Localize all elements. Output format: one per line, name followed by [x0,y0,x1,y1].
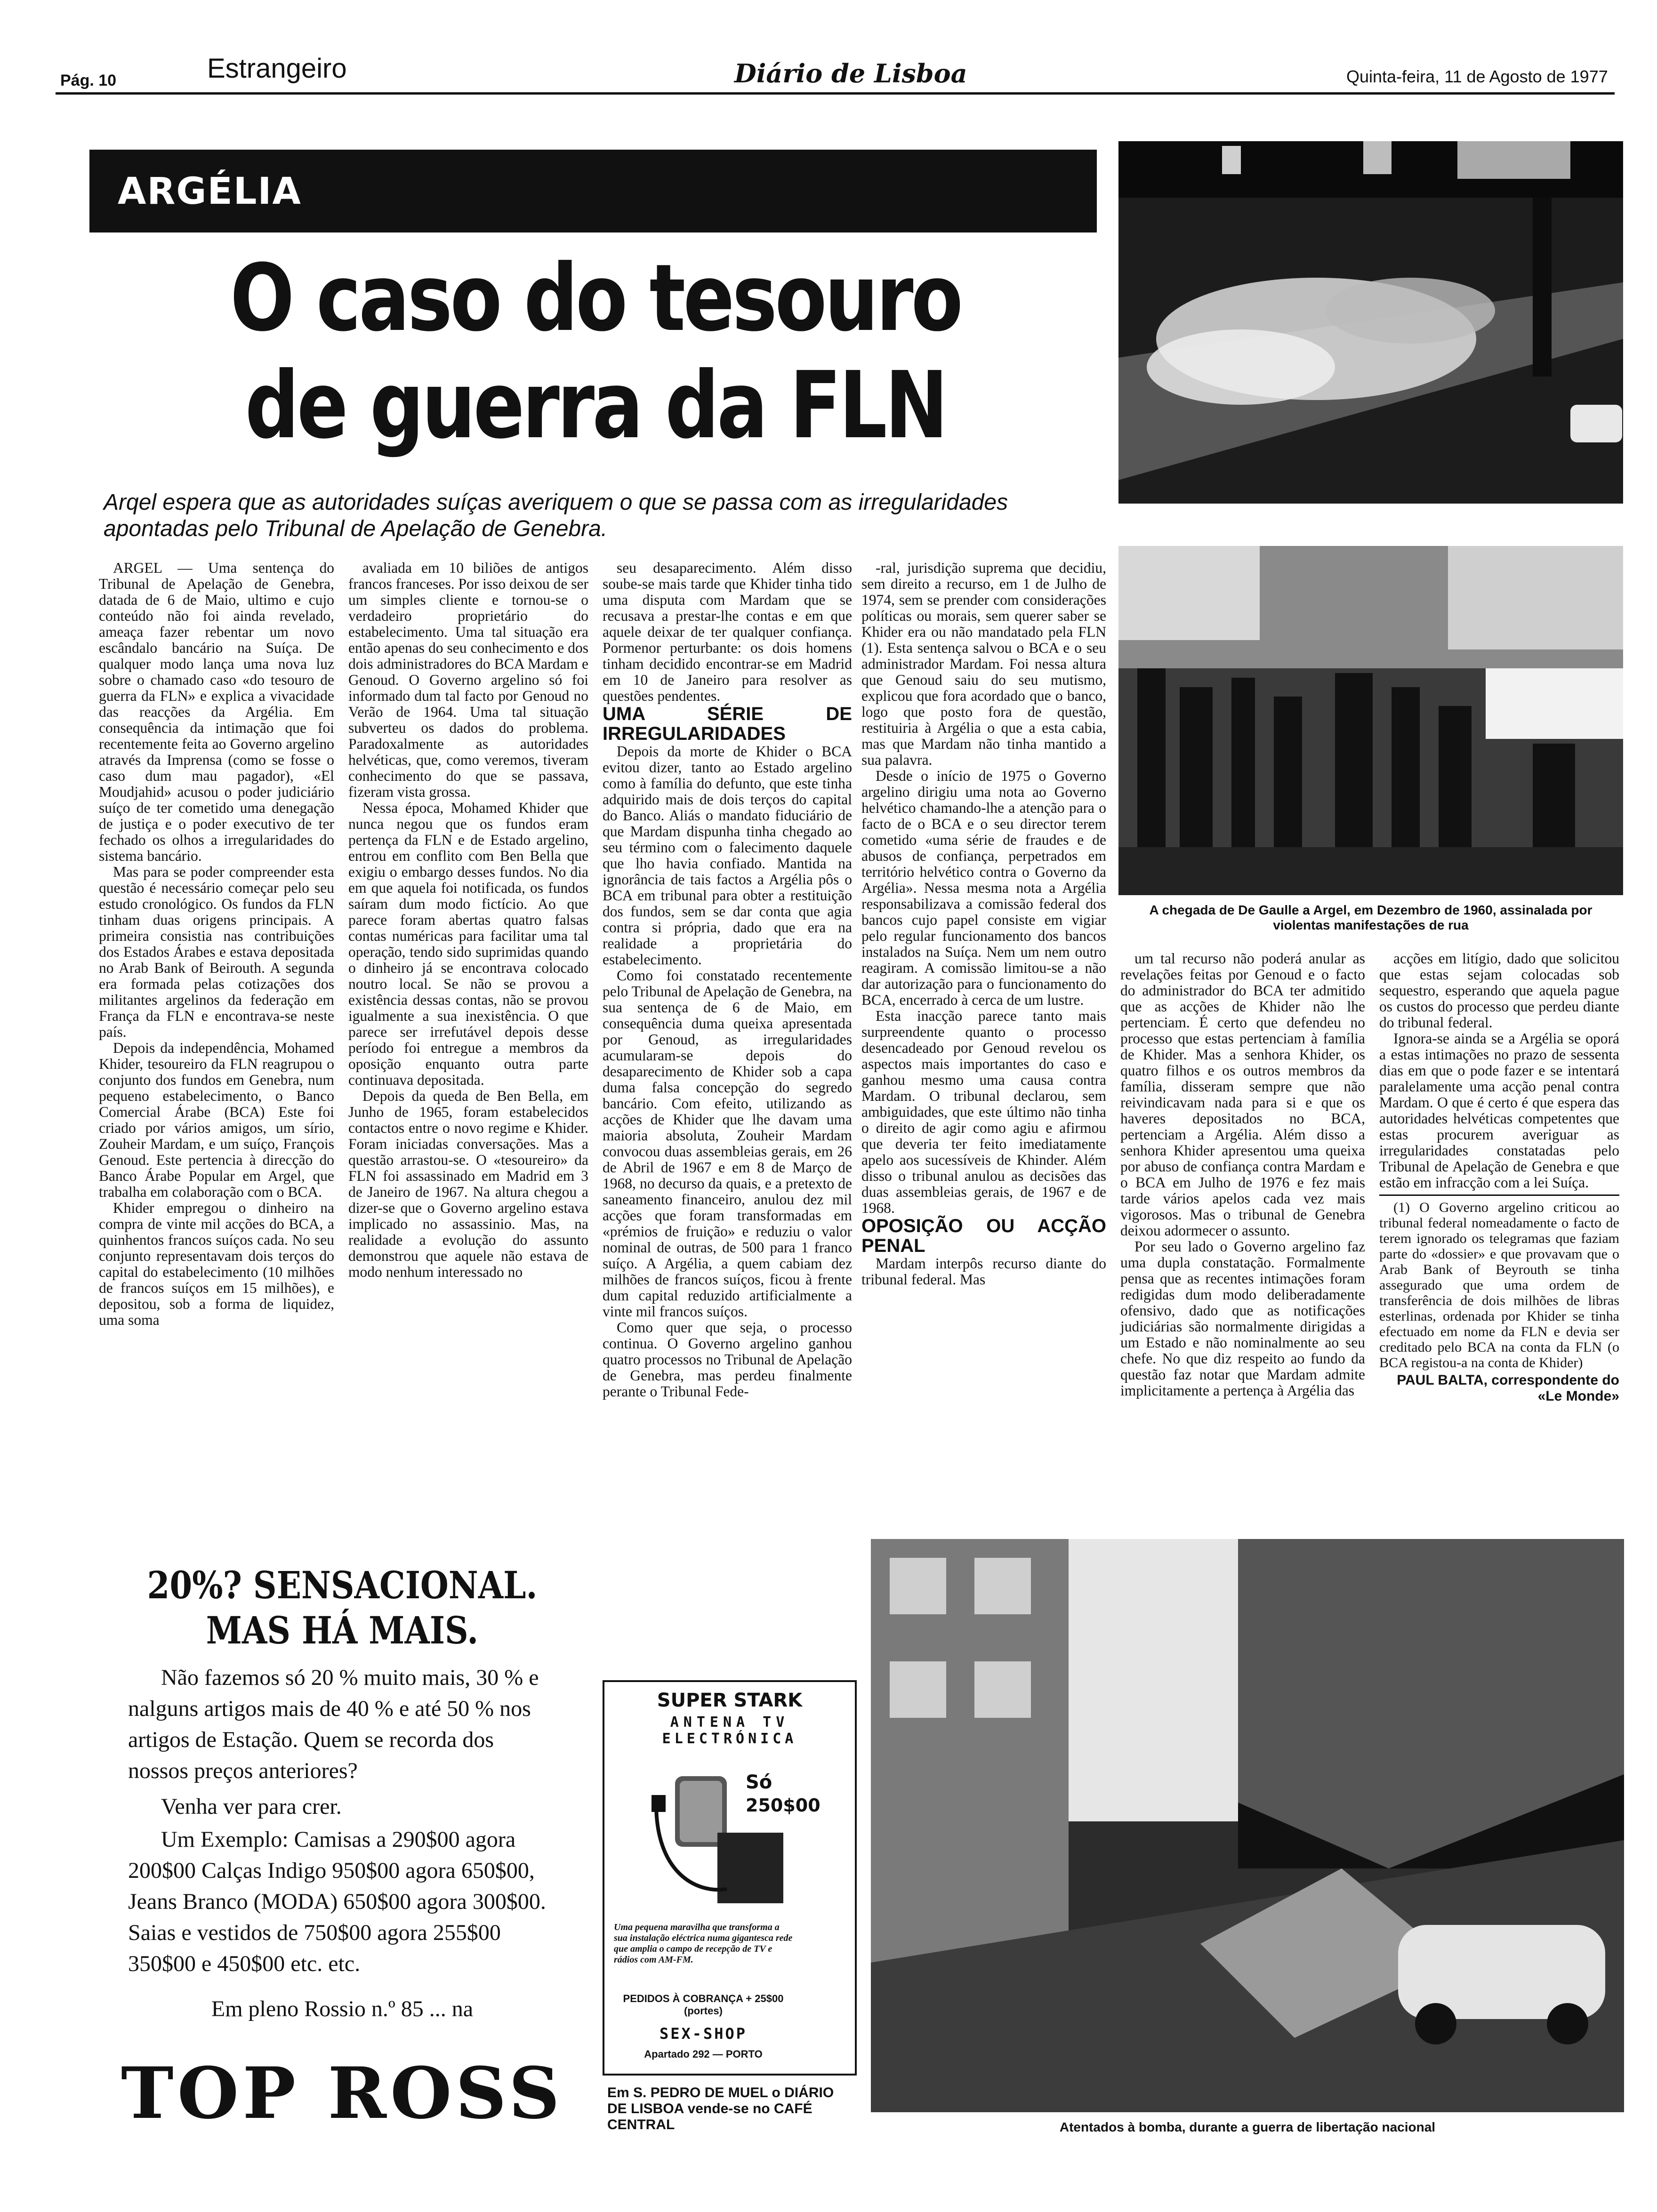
ad-brand-logo: TOP ROSS [121,2052,563,2135]
paragraph: Ignora-se ainda se a Argélia se oporá a estas intimações no prazo de sessenta dias em que o pode fazer e se intentará paralelamente uma acção penal contra Mardam. O que é certo é que espera das autoridades helvéticas competentes que estas procurem averiguar as irregularidades constatadas pelo Tribunal de Apelação de Genebra e que estão em infracção com a lei Suíça. [1379,1030,1619,1191]
headline-line-1: O caso do tesouro [230,245,961,352]
ad-stark-order: PEDIDOS À COBRANÇA + 25$00 (portes) [623,1993,784,2017]
paragraph: Como foi constatado recentemente pelo Tribunal de Apelação de Genebra, na sua sentença de 6 de Maio, em consequência duma queixa apresentada por Genoud, as irregularidades acumularam-se depois do desaparecimento de Khider sob a capa duma falsa concepção do segredo bancário. Com efeito, utilizando as acções de Khider que lhe davam uma maioria absoluta, Zouheir Mardam convocou duas assembleias gerais, em 26 de Abril de 1967 e em 8 de Março de 1968, no decurso da quais, e a pretexto de saneamento financeiro, anulou dez mil acções que foram transformadas em «prémios de fruição» e reduziu o valor nominal de outras, de 500 para 1 franco suíço. A Argélia, a quem cabiam dez milhões de francos suíços, ficou à frente dum capital reduzido artificialmente a vinte mil francos suíços. [603,967,852,1320]
paragraph: Esta inacção parece tanto mais surpreendente quanto o processo desencadeado por Genoud revelou os aspectos mais importantes do caso e ganhou mesmo uma causa contra Mardam. O tribunal declarou, sem ambiguidades, que este último não tinha o direito de agir como agiu e afirmou que deveria ter feito imediatamente apelo aos sucessíveis de Khinder. Além disso o tribunal anulou as decisões das duas assembleias gerais, de 1967 e de 1968. [861,1008,1106,1216]
article-column-6 [1379,951,1619,1404]
paragraph: -ral, jurisdição suprema que decidiu, sem direito a recurso, em 1 de Julho de 1974, sem se prender com considerações políticas ou morais, sem querer saber se Khider era ou não mandatado pela FLN (1). Esta sentença salvou o BCA e o seu administrador Mardam. Foi nessa altura que Genoud saiu do seu mutismo, explicou que fora acordado que o banco, logo que posto fora de questão, restituiria à Argélia o que a esta cabia, mas que Mardam não tinha mantido a sua palavra. [861,560,1106,768]
ad-headline-1: 20%? SENSACIONAL. [147,1563,538,1607]
ad-stark-title: SUPER STARK [657,1690,803,1711]
photo-street-smoke-image [1118,141,1623,504]
ad-stark-small-print: Uma pequena maravilha que transforma a sua instalação eléctrica numa gigantesca rede que amplia o campo de recepção de TV e rádios com AM-FM. [614,1922,793,1965]
paragraph: um tal recurso não poderá anular as revelações feitas por Genoud e o facto do administrador do BCA ter admitido que as acções de Khider não lhe pertenciam. É certo que defendeu no processo que estas pertenciam à família de Khider. Mas a senhora Khider, os quatro filhos e os outros membros da família, disseram sempre que não reivindicavam nada para si e que os haveres depositados no BCA, pertenciam a Argélia. Além disso a senhora Khider apresentou uma queixa por abuso de confiança contra Mardam e o BCA em Julho de 1976 e fez mais tarde vários apelos cada vez mais vigorosos. Mas o tribunal de Genebra deixou adormecer o assunto. [1120,950,1365,1239]
photo-de-gaulle-arrival-image [1118,546,1623,895]
caption-bombing: Atentados à bomba, durante a guerra de libertação nacional [1059,2120,1436,2134]
headline-line-2: de guerra da FLN [245,352,946,459]
paragraph: Mardam interpôs recurso diante do tribunal federal. Mas [861,1255,1106,1288]
paragraph: Depois da independência, Mohamed Khider, tesoureiro da FLN reagrupou o conjunto dos fundos em Genebra, num pequeno estabelecimento, o Banco Comercial Árabe (BCA) Este foi criado por vários amigos, um sírio, Zouheir Mardam, e um suíço, François Genoud. Este pertencia à direcção do Banco Árabe Popular em Argel, que trabalha em colaboração com o BCA. [99,1040,334,1200]
article-column-2 [348,560,588,1280]
ad-super-stark [603,1680,857,2076]
paragraph: Desde o início de 1975 o Governo argelino dirigiu uma nota ao Governo helvético chamando-lhe a atenção para o facto de o BCA e o seu director terem cometido «uma série de fraudes e de abusos de confiança, perpetrados em território helvético contra o Governo da Argélia». Nessa mesma nota a Argélia responsabilizava a comissão federal dos bancos cujo papel consiste em vigiar pelo regular funcionamento dos bancos instalados na Suíça. Nem um nem outro reagiram. A comissão limitou-se a não dar autorização para o funcionamento do BCA, encerrado à cerca de um lustre. [861,768,1106,1008]
ad-stark-price-label: Só [746,1771,772,1793]
ad-body-2: Venha ver para crer. [161,1794,342,1819]
paragraph: ARGEL — Uma sentença do Tribunal de Apelação de Genebra, datada de 6 de Maio, ultimo e cujo conteúdo não foi ainda revelado, ameaça fazer rebentar um novo escândalo bancário na Suíça. De qualquer modo lança uma nova luz sobre o chamado caso «do tesouro de guerra da FLN» e explica a vivacidade das reacções da Argélia. Em consequência da intimação que foi recentemente feita ao Governo argelino através da Imprensa (como se fosse o caso dum mau pagador), «El Moudjahid» acusou o poder judiciário suíço de ter cometido uma denegação de justiça e o poder executivo de ter fechado os olhos a irregularidades do sistema bancário. [99,560,334,864]
masthead: Diário de Lisboa [734,58,967,88]
subhead-irregularidades: UMA SÉRIE DE IRREGULARIDADES [603,704,852,744]
paragraph: Depois da morte de Khider o BCA evitou dizer, tanto ao Estado argelino como à família do defunto, que este tinha adquirido mais de dois terços do capital do Banco. Aliás o mandato fiduciário de que Mardam dispunha tinha chegado ao seu término com o falecimento daquele que lho havia confiado. Mantida na ignorância de tais factos a Argélia pôs o BCA em tribunal para obter a restituição dos fundos, sem se dar conta que agia contra si própria, dado que era na realidade a proprietária do estabelecimento. [603,743,852,968]
page-number: Pág. 10 [60,72,117,89]
issue-date: Quinta-feira, 11 de Agosto de 1977 [1346,67,1608,86]
caption-de-gaulle-arrival: A chegada de De Gaulle a Argel, em Dezembro de 1960, assinalada por violentas manifestações de rua [1149,903,1593,932]
antenna-product-image [647,1776,788,1913]
paragraph: Nessa época, Mohamed Khider que nunca negou que os fundos eram pertença da FLN e de Estado argelino, entrou em conflito com Ben Bella que exigiu o embargo desses fundos. No dia em que aquela foi notificada, os fundos saíram dum modo fictício. Ao que parece foram abertas quatro falsas contas numéricas para facilitar uma tal operação, tendo sido suprimidas quando o dinheiro já se encontrava colocado noutro local. Se não se provou a existência dessas contas, não se provou igualmente a sua inexistência. O que parece ser irrefutável depois desse período foi entregue a membros da oposição enquanto outra parte continuava depositada. [348,800,588,1088]
sales-notice: Em S. PEDRO DE MUEL o DIÁRIO DE LISBOA vende-se no CAFÉ CENTRAL [607,2085,834,2132]
photo-street-smoke [1118,141,1623,504]
ad-body-3: Um Exemplo: Camisas a 290$00 agora 200$00 Calças Indigo 950$00 agora 650$00, Jeans Branco (MODA) 650$00 agora 300$00. Saias e vestidos de 750$00 agora 255$00 350$00 e 450$00 etc. etc. [128,1827,546,1976]
paragraph: seu desaparecimento. Além disso soube-se mais tarde que Khider tinha tido uma disputa com Mardam que se recusava a prestar-lhe contas e em que aquele deixar de ter qualquer confiança. Pormenor perturbante: os dois homens tinham decidido encontrar-se em Madrid em 10 de Janeiro para resolver as questões pendentes. [603,560,852,704]
headline [94,245,1097,459]
ad-stark-address: Apartado 292 — PORTO [644,2048,763,2060]
ad-location: Em pleno Rossio n.º 85 ... na [211,1996,474,2021]
paragraph: Mas para se poder compreender esta questão é necessário começar pelo seu estudo cronológico. Os fundos da FLN tinham duas origens principais. A primeira consistia nas contribuições dos Estados Árabes e estava depositada no Arab Bank of Beirouth. A segunda era formada pelas cotizações dos militantes argelinos da federação em França da FLN e encontrava-se neste país. [99,864,334,1040]
photo-de-gaulle-arrival [1118,546,1623,895]
deck: Arqel espera que as autoridades suíças averiquem o que se passa com as irregularidades apontadas pelo Tribunal de Apelação de Genebra. [104,490,1008,541]
ad-stark-price: 250$00 [746,1795,820,1816]
section-banner [89,150,1097,232]
paragraph: Como quer que seja, o processo continua. O Governo argelino ganhou quatro processos no Tribunal de Apelação de Genebra, mas perdeu finalmente perante o Tribunal Fede- [603,1319,852,1400]
article-column-4 [861,560,1106,1288]
ad-body-1: Não fazemos só 20 % muito mais, 30 % e nalguns artigos mais de 40 % e até 50 % nos artigos de Estação. Quem se recorda dos nossos preços anteriores? [128,1665,539,1783]
article-column-1 [99,560,334,1328]
ad-headline-2: MAS HÁ MAIS. [206,1608,479,1652]
banner-label: ARGÉLIA [118,170,302,213]
ad-stark-line2: ELECTRÓNICA [662,1731,797,1747]
ad-top-ross [100,1553,585,2135]
ad-stark-shop: SEX-SHOP [659,2025,748,2043]
header-rule [56,92,1615,95]
photo-bombing-image [871,1539,1624,2112]
paragraph: Depois da queda de Ben Bella, em Junho de 1965, foram estabelecidos contactos entre o novo regime e Khider. Foram iniciadas conversações. Mas a questão arrastou-se. O «tesoureiro» da FLN foi assassinado em Madrid em 3 de Janeiro de 1967. Na altura chegou a dizer-se que o Governo argelino estava implicado no assassinio. Mas, na realidade a evolução do assunto demonstrou que aquele não estava de modo nenhum interessado no [348,1088,588,1280]
photo-bombing [871,1539,1624,2112]
footnote: (1) O Governo argelino criticou ao tribunal federal nomeadamente o facto de terem ignorado os telegramas que faziam parte do «dossier» e que provavam que o Arab Bank of Beyrouth se tinha assegurado que uma ordem de transferência de dois milhões de libras esterlinas, ordenada por Khider se tinha efectuado em nome da FLN e devia ser creditado pelo BCA na conta da FLN (o BCA registou-a na conta de Khider) [1379,1200,1619,1370]
paragraph: acções em litígio, dado que solicitou que estas sejam colocadas sob sequestro, esperando que aquela pague os custos do processo que perdeu diante do tribunal federal. [1379,950,1619,1031]
subhead-oposicao: OPOSIÇÃO OU ACÇÃO PENAL [861,1216,1106,1256]
footnote-rule [1379,1194,1619,1196]
article-column-3 [603,560,852,1400]
paragraph: avaliada em 10 biliões de antigos francos franceses. Por isso deixou de ser um simples cliente e tornou-se o verdadeiro proprietário do estabelecimento. Uma tal situação era então apenas do seu conhecimento e dos dois administradores do BCA Mardam e Genoud. O Governo argelino só foi informado dum tal facto por Genoud no Verão de 1964. Uma tal situação subverteu os dados do problema. Paradoxalmente as autoridades helvéticas, que, como veremos, tiveram conhecimento do que se passava, fizeram vista grossa. [348,560,588,800]
paragraph: Por seu lado o Governo argelino faz uma dupla constatação. Formalmente pensa que as recentes intimações foram redigidas dum modo deliberadamente ofensivo, dado que as notificações judiciárias são normalmente dirigidas a um Estado e não nominalmente ao seu chefe. No que diz respeito ao fundo da questão faz notar que Mardam admite implicitamente a pertença à Argélia das [1120,1238,1365,1399]
paragraph: Khider empregou o dinheiro na compra de vinte mil acções do BCA, a quinhentos francos suíços cada. No seu conjunto representavam dois terços do capital do estabelecimento (10 milhões de francos suíços em 15 milhões), e depositou, sob a forma de liquidez, uma soma [99,1200,334,1328]
ad-stark-line1: ANTENA TV [670,1714,789,1731]
article-column-5 [1120,951,1365,1399]
section-name: Estrangeiro [207,53,347,84]
byline: PAUL BALTA, correspondente do «Le Monde» [1397,1372,1619,1404]
